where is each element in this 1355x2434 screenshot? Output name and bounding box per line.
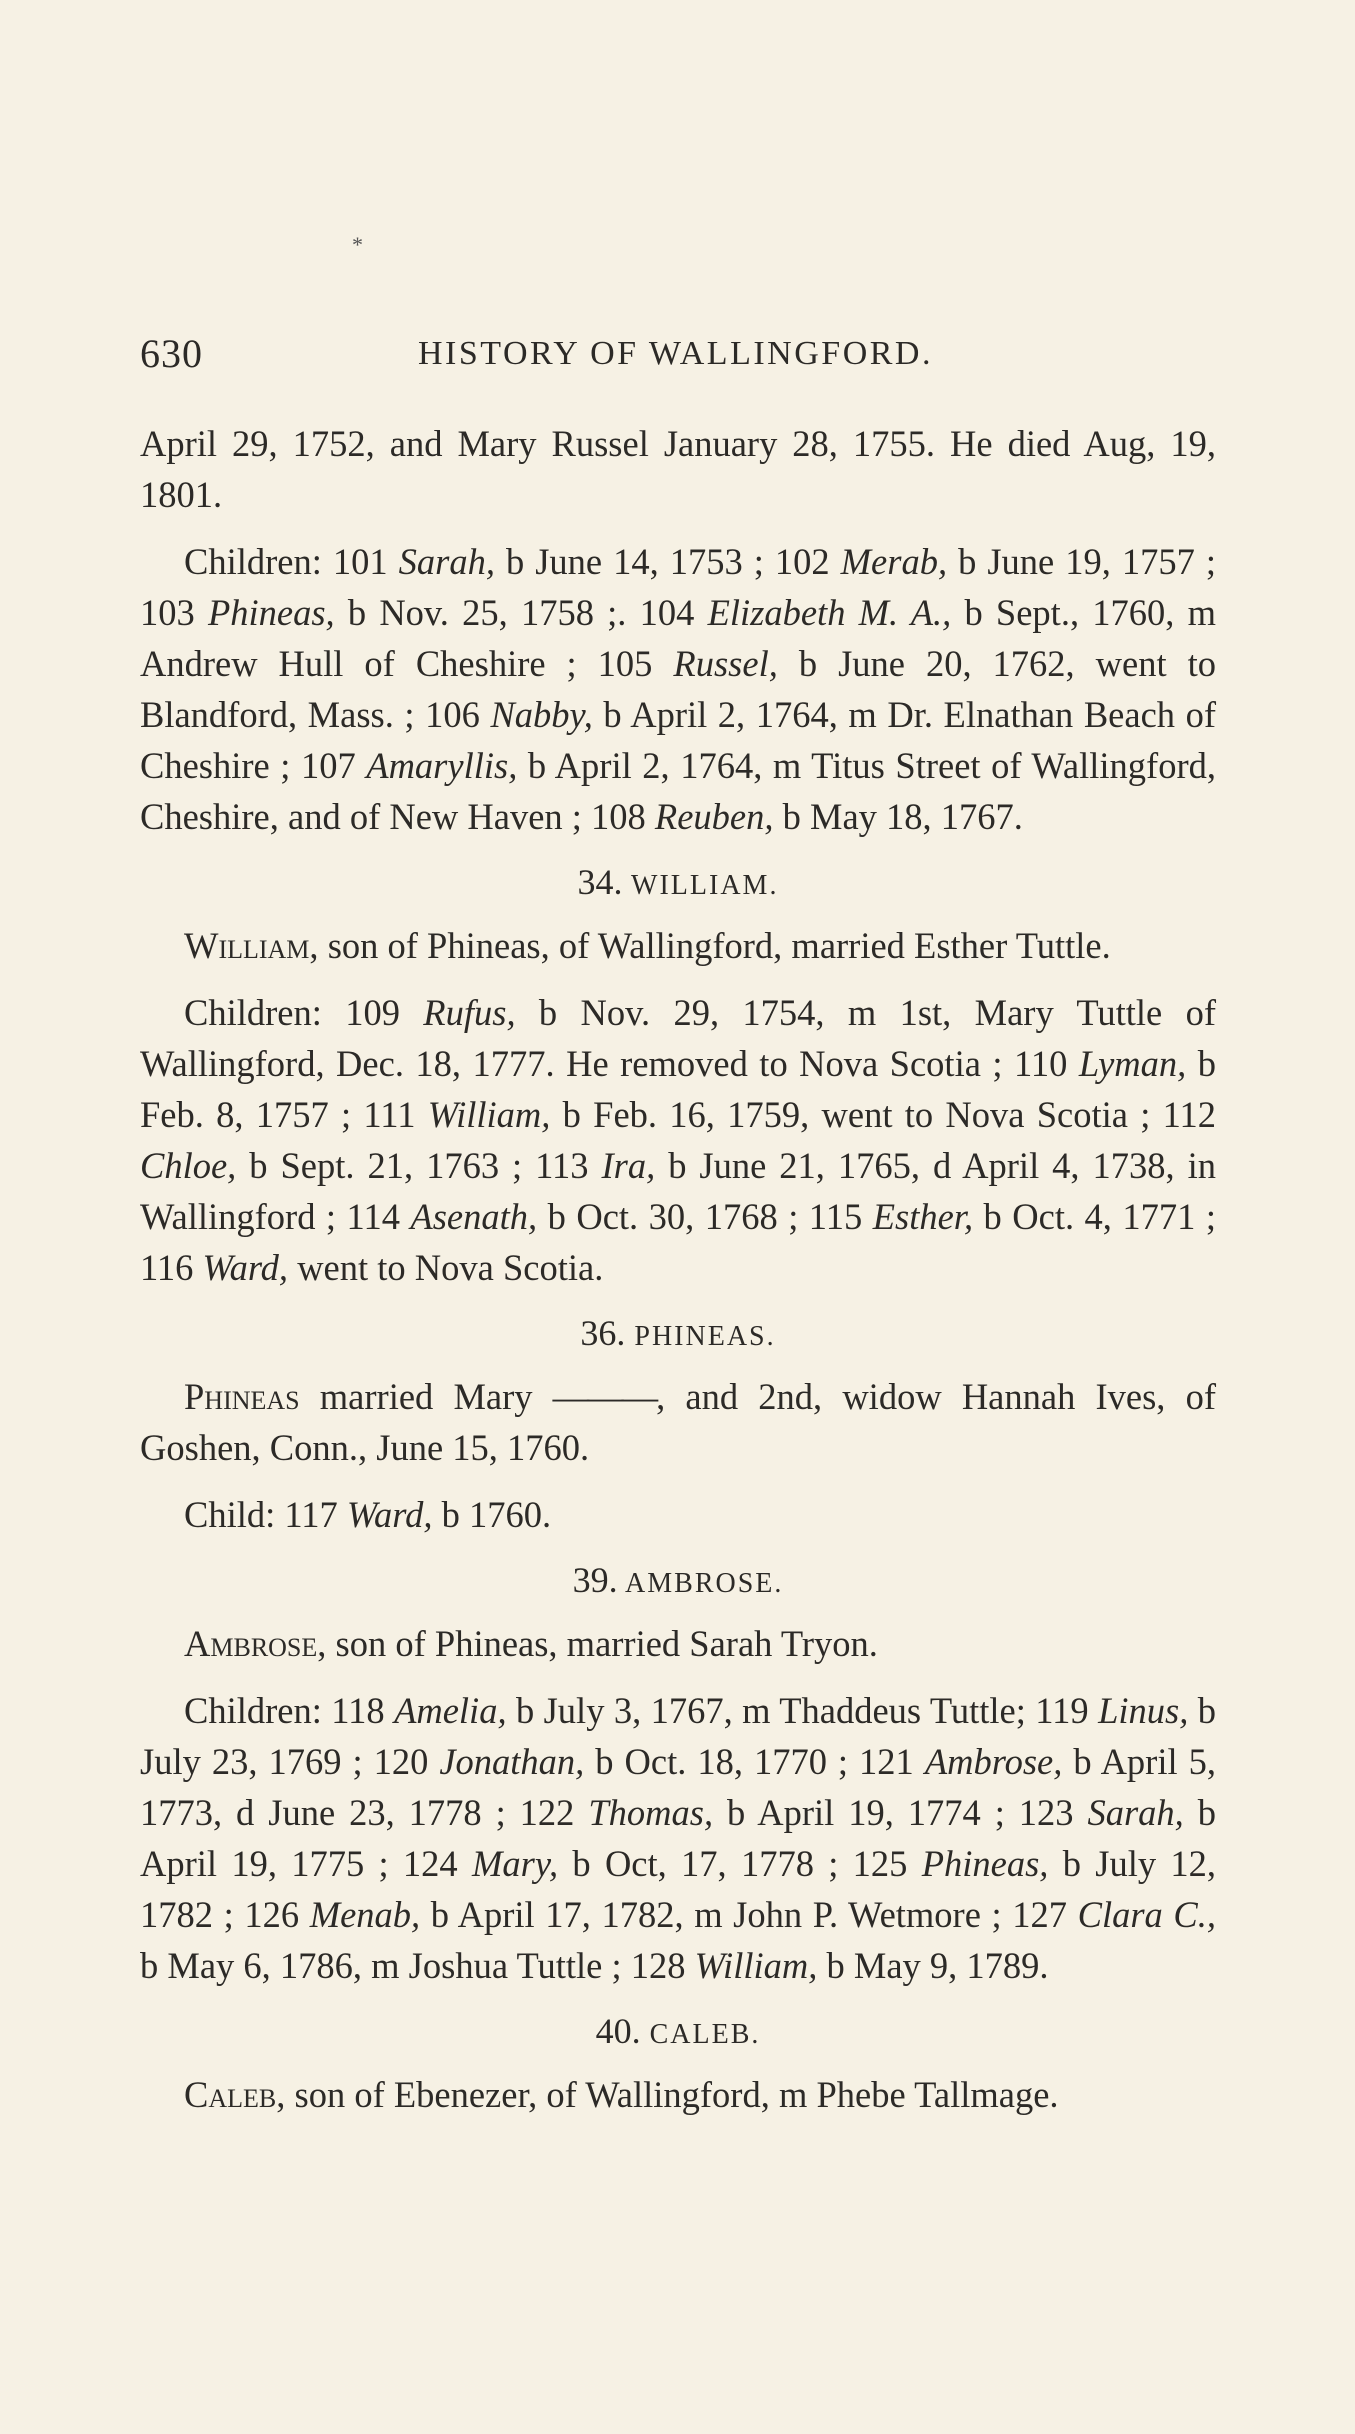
paragraph-children-39 bbox=[140, 1685, 1216, 1991]
text-run: b Oct, 17, 1778 ; 125 bbox=[558, 1843, 922, 1884]
section-name: CALEB. bbox=[649, 2019, 761, 2050]
text-run: b Sept. 21, 1763 ; 113 bbox=[236, 1145, 602, 1186]
text-run: b June 14, 1753 ; 102 bbox=[494, 541, 841, 582]
text-run: b Oct. 4, 1771 ; 116 bbox=[140, 1196, 1217, 1288]
child-name: Amaryllis, bbox=[366, 745, 518, 786]
section-heading-william bbox=[140, 858, 1216, 910]
text-run: went to Nova Scotia. bbox=[288, 1247, 604, 1288]
text-run: Children: 101 bbox=[184, 541, 399, 582]
child-name: Clara C., bbox=[1077, 1894, 1216, 1935]
lead-name: Phineas bbox=[184, 1376, 300, 1417]
text-run: b May 9, 1789. bbox=[817, 1945, 1049, 1986]
child-name: Rufus, bbox=[423, 992, 516, 1033]
text-run: b April 5, 1773, d June 23, 1778 ; 122 bbox=[140, 1741, 1216, 1833]
child-name: Jonathan, bbox=[439, 1741, 585, 1782]
text-run: b April 17, 1782, m John P. Wetmore ; 127 bbox=[420, 1894, 1078, 1935]
section-name: PHINEAS. bbox=[634, 1321, 776, 1352]
child-name: Ward, bbox=[346, 1494, 433, 1535]
paragraph-children-33 bbox=[140, 536, 1216, 842]
child-name: Ward, bbox=[202, 1247, 289, 1288]
section-heading-ambrose bbox=[140, 1556, 1216, 1608]
paragraph-child-36 bbox=[140, 1489, 1216, 1540]
child-name: Sarah, bbox=[398, 541, 495, 582]
text-run: b April 2, 1764, m Dr. Elnathan Beach of Cheshire ; 107 bbox=[140, 694, 1216, 786]
printer-mark: * bbox=[352, 232, 363, 257]
child-name: Mary, bbox=[471, 1843, 559, 1884]
text-run: b April 19, 1775 ; 124 bbox=[140, 1792, 1216, 1884]
section-name: WILLIAM. bbox=[631, 870, 779, 901]
text-run: Children: 118 bbox=[184, 1690, 395, 1731]
page-number: 630 bbox=[140, 331, 203, 376]
child-name: Merab, bbox=[840, 541, 948, 582]
text-run: b May 18, 1767. bbox=[773, 796, 1023, 837]
running-title: HISTORY OF WALLINGFORD. bbox=[418, 335, 933, 372]
paragraph-text: son of Ebenezer, of Wallingford, m Phebe Tallmage. bbox=[285, 2074, 1059, 2115]
child-name: Chloe, bbox=[140, 1145, 237, 1186]
paragraph-continued bbox=[140, 418, 1216, 520]
child-name: Linus, bbox=[1098, 1690, 1189, 1731]
section-number: 34. bbox=[577, 862, 623, 902]
section-number: 36. bbox=[580, 1313, 626, 1353]
text-run: b Nov. 25, 1758 ;. 104 bbox=[334, 592, 708, 633]
child-name: Asenath, bbox=[410, 1196, 538, 1237]
text-run: b 1760. bbox=[432, 1494, 552, 1535]
body-text bbox=[140, 418, 1216, 2136]
lead-name: Caleb, bbox=[184, 2074, 286, 2115]
section-number: 40. bbox=[595, 2011, 641, 2051]
text-run: b Feb. 16, 1759, went to Nova Scotia ; 112 bbox=[550, 1094, 1216, 1135]
child-name: Ira, bbox=[601, 1145, 656, 1186]
text-run: b Oct. 30, 1768 ; 115 bbox=[537, 1196, 873, 1237]
text-run: b April 19, 1774 ; 123 bbox=[713, 1792, 1088, 1833]
child-name: Esther, bbox=[872, 1196, 974, 1237]
text-run: , and 2nd, widow Hannah Ives, of Goshen, Conn., June 15, 1760. bbox=[140, 1376, 1216, 1468]
child-name: Thomas, bbox=[588, 1792, 714, 1833]
child-name: William, bbox=[427, 1094, 551, 1135]
paragraph-phineas bbox=[140, 1371, 1216, 1473]
child-name: Menab, bbox=[309, 1894, 421, 1935]
child-name: Amelia, bbox=[394, 1690, 507, 1731]
section-number: 39. bbox=[572, 1560, 618, 1600]
section-heading-phineas bbox=[140, 1309, 1216, 1361]
text-run: b June 21, 1765, d April 4, 1738, in Wallingford ; 114 bbox=[140, 1145, 1216, 1237]
text-run: b July 12, 1782 ; 126 bbox=[140, 1843, 1216, 1935]
text-run: b Feb. 8, 1757 ; 111 bbox=[140, 1043, 1217, 1135]
paragraph-text: son of Phineas, married Sarah Tryon. bbox=[326, 1623, 878, 1664]
paragraph-text: April 29, 1752, and Mary Russel January 28, 1755. He died Aug, 19, 1801. bbox=[140, 423, 1216, 515]
text-run: b Sept., 1760, m Andrew Hull of Cheshire ; 105 bbox=[140, 592, 1216, 684]
text-run: b Oct. 18, 1770 ; 121 bbox=[584, 1741, 925, 1782]
child-name: Russel, bbox=[673, 643, 778, 684]
paragraph-text: son of Phineas, of Wallingford, married Esther Tuttle. bbox=[318, 925, 1111, 966]
paragraph-william bbox=[140, 920, 1216, 971]
child-name: Phineas, bbox=[921, 1843, 1049, 1884]
text-run: b June 20, 1762, went to Blandford, Mass. ; 106 bbox=[140, 643, 1216, 735]
child-name: Phineas, bbox=[207, 592, 335, 633]
text-run: b July 3, 1767, m Thaddeus Tuttle; 119 bbox=[506, 1690, 1099, 1731]
paragraph-caleb bbox=[140, 2069, 1216, 2120]
child-name: Ambrose, bbox=[924, 1741, 1063, 1782]
text-run: married Mary bbox=[299, 1376, 553, 1417]
text-run: b Nov. 29, 1754, m 1st, Mary Tuttle of Wallingford, Dec. 18, 1777. He removed to Nova Scotia ; 110 bbox=[140, 992, 1216, 1084]
paragraph-ambrose bbox=[140, 1618, 1216, 1669]
child-name: William, bbox=[694, 1945, 818, 1986]
child-name: Lyman, bbox=[1078, 1043, 1187, 1084]
text-run: Child: 117 bbox=[184, 1494, 347, 1535]
section-heading-caleb bbox=[140, 2007, 1216, 2059]
lead-name: William, bbox=[184, 925, 319, 966]
text-run: b May 6, 1786, m Joshua Tuttle ; 128 bbox=[140, 1945, 695, 1986]
child-name: Nabby, bbox=[490, 694, 593, 735]
lead-name: Ambrose, bbox=[184, 1623, 327, 1664]
child-name: Sarah, bbox=[1087, 1792, 1184, 1833]
child-name: Reuben, bbox=[654, 796, 774, 837]
text-run: b July 23, 1769 ; 120 bbox=[140, 1690, 1216, 1782]
paragraph-children-34 bbox=[140, 987, 1216, 1293]
blank-dash: ——— bbox=[552, 1376, 657, 1417]
text-run: b June 19, 1757 ; 103 bbox=[140, 541, 1216, 633]
text-run: Children: 109 bbox=[184, 992, 424, 1033]
text-run: b April 2, 1764, m Titus Street of Wallingford, Cheshire, and of New Haven ; 108 bbox=[140, 745, 1216, 837]
section-name: AMBROSE. bbox=[625, 1568, 784, 1599]
child-name: Elizabeth M. A., bbox=[707, 592, 952, 633]
